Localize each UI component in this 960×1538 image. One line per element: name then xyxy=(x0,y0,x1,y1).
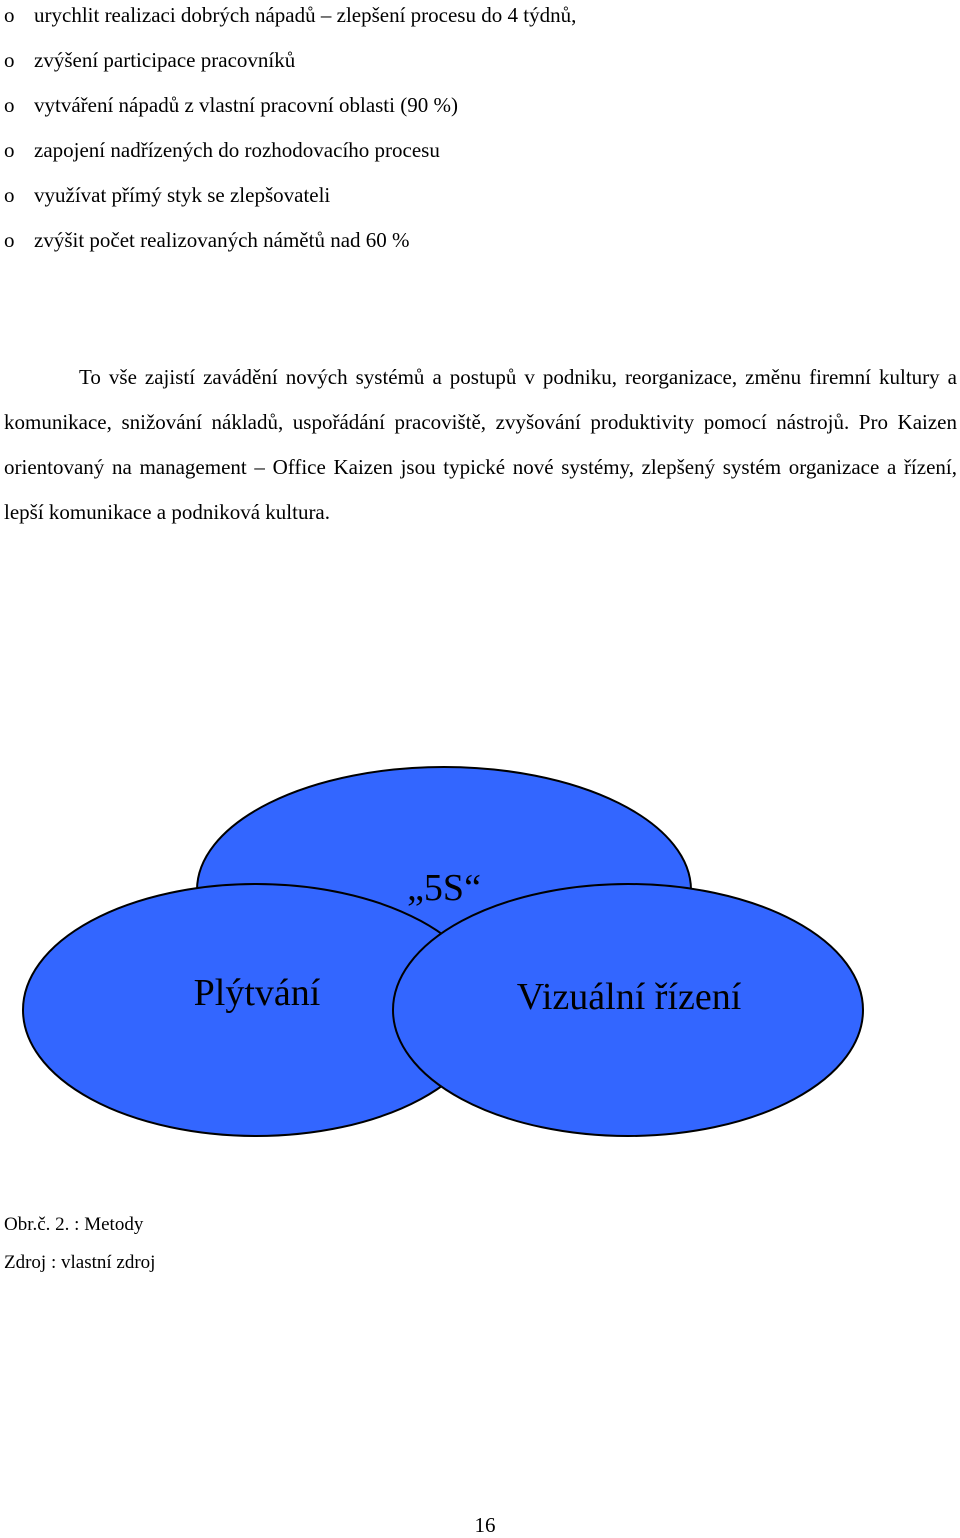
methods-diagram xyxy=(0,760,960,1160)
bullet-item xyxy=(4,0,944,45)
bullet-marker: o xyxy=(4,183,15,207)
bullet-marker: o xyxy=(4,93,15,117)
bullet-marker: o xyxy=(4,138,15,162)
label-vizualni-rizeni: Vizuální řízení xyxy=(516,976,742,1018)
bullet-text: využívat přímý styk se zlepšovateli xyxy=(34,183,331,207)
figure-caption: Obr.č. 2. : Metody xyxy=(4,1214,144,1235)
bullet-item xyxy=(4,135,944,180)
bullet-marker: o xyxy=(4,48,15,72)
page-number: 16 xyxy=(474,1513,496,1537)
body-paragraph: To vše zajistí zavádění nových systémů a postupů v podniku, reorganizace, změnu firemní kultury a komunikace, snižování nákladů, uspořádání pracoviště, zvyšování produktivity pomocí nástrojů. Pro Kaizen orientovaný na management – Office Kaizen jsou typické nové systémy, zlepšený systém organizace a řízení, lepší komunikace a podniková kultura. xyxy=(4,365,957,524)
bullet-item xyxy=(4,90,944,135)
bullet-text: urychlit realizaci dobrých nápadů – zlepšení procesu do 4 týdnů, xyxy=(34,3,577,27)
bullet-text: vytváření nápadů z vlastní pracovní oblasti (90 %) xyxy=(34,93,458,117)
bullet-marker: o xyxy=(4,228,15,252)
bullet-item xyxy=(4,45,944,90)
label-plytvani: Plýtvání xyxy=(193,972,321,1014)
bullet-text: zvýšit počet realizovaných námětů nad 60 % xyxy=(34,228,410,252)
bullet-item xyxy=(4,225,944,270)
bullet-text: zvýšení participace pracovníků xyxy=(34,48,296,72)
label-5s: „5S“ xyxy=(407,867,481,909)
bullet-list xyxy=(4,0,944,270)
bullet-text: zapojení nadřízených do rozhodovacího procesu xyxy=(34,138,440,162)
bullet-item xyxy=(4,180,944,225)
figure-source: Zdroj : vlastní zdroj xyxy=(4,1252,156,1273)
bullet-marker: o xyxy=(4,3,15,27)
